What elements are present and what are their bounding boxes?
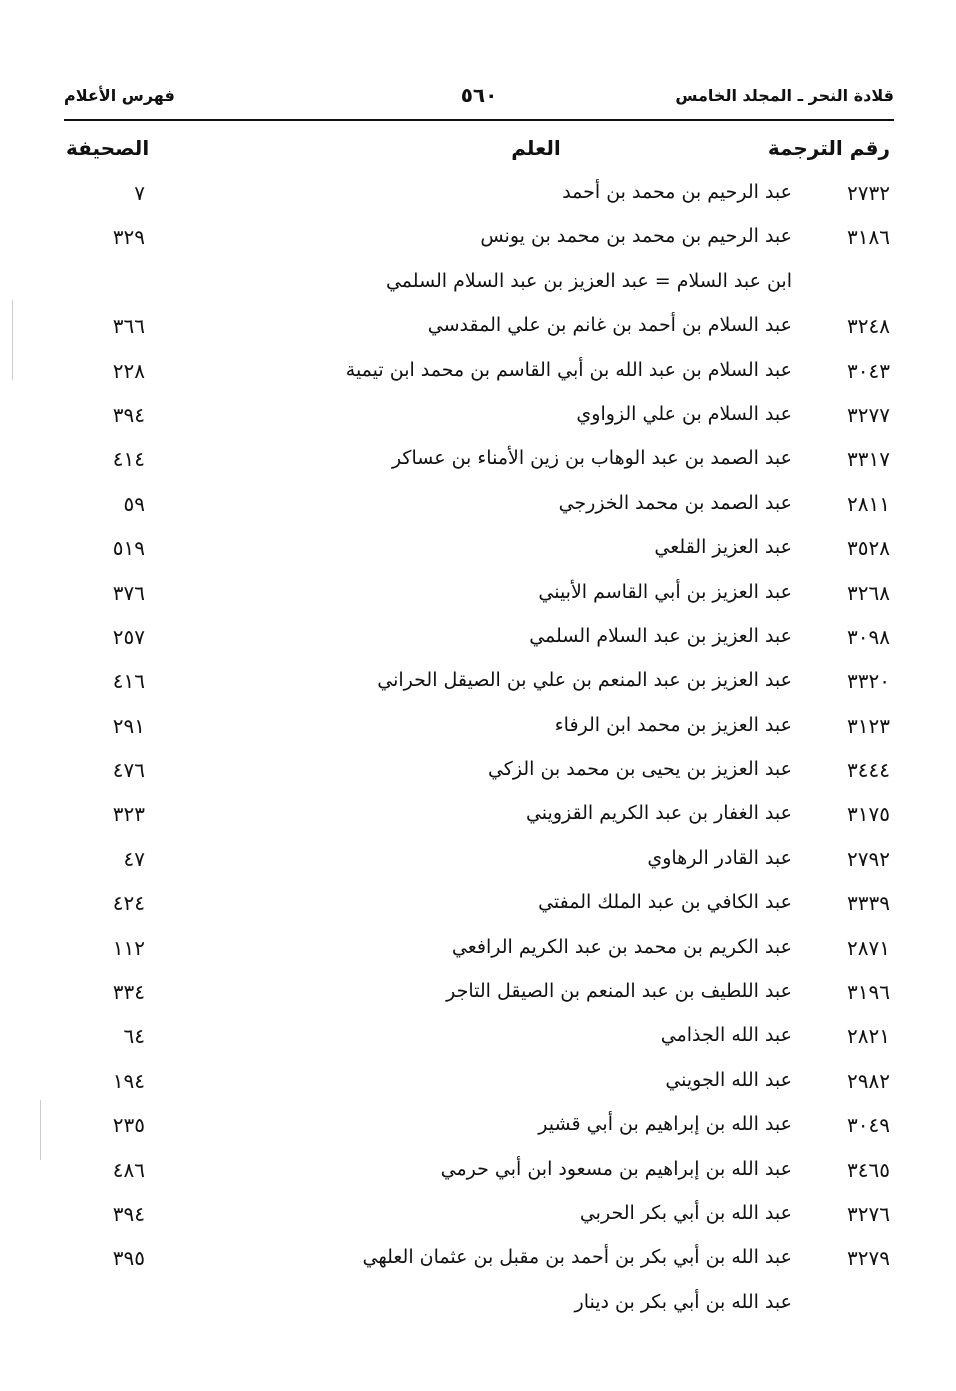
entry-page: ٧ — [134, 181, 145, 205]
entry-number: ٣٤٤٤ — [847, 758, 890, 783]
entry-page: ٢٥٧ — [112, 624, 145, 649]
column-headers — [0, 136, 956, 168]
index-entry — [0, 705, 956, 749]
entry-number: ٢٩٨٢ — [847, 1068, 890, 1093]
entry-name: عبد العزيز القلعي — [654, 536, 792, 559]
entry-number: ٣١٨٦ — [847, 225, 890, 250]
entry-page: ٤٧٦ — [112, 758, 145, 783]
index-entry — [0, 838, 956, 882]
entry-name: عبد العزيز بن عبد المنعم بن علي بن الصيقل الحراني — [377, 669, 792, 692]
entry-number: ٣٤٦٥ — [847, 1157, 890, 1182]
column-header-name: العلم — [511, 136, 561, 160]
entry-number: ٣٣٢٠ — [847, 669, 890, 694]
entry-number: ٣٢٧٧ — [847, 402, 890, 427]
index-entry — [0, 793, 956, 837]
index-entry — [0, 572, 956, 616]
entry-name: عبد الله الجويني — [665, 1068, 792, 1091]
entry-page: ٣٦٦ — [112, 314, 145, 339]
entry-name: عبد الله الجذامي — [660, 1024, 792, 1047]
entry-number: ٣١٢٣ — [847, 713, 890, 738]
entry-number: ٢٧٣٢ — [847, 181, 890, 205]
entry-page: ٣٢٣ — [112, 802, 145, 827]
entry-page: ١٩٤ — [112, 1068, 145, 1093]
entry-name: عبد العزيز بن يحيى بن محمد بن الزكي — [487, 758, 792, 781]
entry-name: عبد العزيز بن أبي القاسم الأبيني — [538, 580, 792, 603]
entry-name: عبد القادر الرهاوي — [647, 846, 792, 869]
entry-name: عبد الصمد بن محمد الخزرجي — [558, 491, 792, 514]
index-entry — [0, 1282, 956, 1326]
entry-number: ٢٨٧١ — [847, 935, 890, 960]
index-entry — [0, 172, 956, 216]
entry-number: ٣١٩٦ — [847, 980, 890, 1005]
index-entry — [0, 1149, 956, 1193]
entry-number: ٣٠٩٨ — [847, 624, 890, 649]
entry-page: ٤٧ — [123, 846, 145, 871]
index-entry — [0, 882, 956, 926]
entry-number: ٣٣٣٩ — [847, 891, 890, 916]
entry-name: عبد الرحيم بن محمد بن محمد بن يونس — [480, 225, 792, 248]
entry-page: ٥١٩ — [112, 536, 145, 561]
index-entry — [0, 1060, 956, 1104]
entry-name: ابن عبد السلام = عبد العزيز بن عبد السلام السلمي — [385, 269, 792, 292]
entry-name: عبد العزيز بن عبد السلام السلمي — [529, 624, 792, 647]
entry-page: ٢٣٥ — [112, 1113, 145, 1138]
index-entry — [0, 749, 956, 793]
entry-page: ٤٨٦ — [112, 1157, 145, 1182]
entry-page: ٣٩٤ — [112, 402, 145, 427]
index-entry — [0, 927, 956, 971]
index-entries — [0, 172, 956, 1326]
entry-name: عبد الله بن أبي بكر الحربي — [579, 1201, 792, 1224]
entry-page: ٤١٦ — [112, 669, 145, 694]
column-header-page: الصحيفة — [66, 136, 150, 160]
index-entry — [0, 216, 956, 260]
entry-number: ٢٨٢١ — [847, 1024, 890, 1049]
index-entry — [0, 483, 956, 527]
entry-number: ٣٢٧٦ — [847, 1201, 890, 1226]
entry-page: ٦٤ — [123, 1024, 145, 1049]
entry-name: عبد اللطيف بن عبد المنعم بن الصيقل التاجر — [446, 980, 792, 1003]
entry-name: عبد الغفار بن عبد الكريم القزويني — [525, 802, 792, 825]
index-entry — [0, 1237, 956, 1281]
entry-name: عبد الله بن إبراهيم بن مسعود ابن أبي حرمي — [440, 1157, 792, 1180]
entry-name: عبد الكافي بن عبد الملك المفتي — [538, 891, 792, 914]
index-entry — [0, 1015, 956, 1059]
index-entry — [0, 1193, 956, 1237]
entry-number: ٢٧٩٢ — [847, 846, 890, 871]
header-divider — [64, 119, 894, 121]
entry-page: ٢٢٨ — [112, 358, 145, 383]
index-entry — [0, 660, 956, 704]
entry-number: ٣٣١٧ — [847, 447, 890, 472]
entry-name: عبد الله بن أبي بكر بن أحمد بن مقبل بن عثمان العلهي — [362, 1246, 792, 1269]
entry-page: ٣٩٤ — [112, 1201, 145, 1226]
index-entry — [0, 350, 956, 394]
scan-edge-mark — [12, 300, 13, 380]
running-head — [64, 83, 894, 114]
entry-name: عبد السلام بن عبد الله بن أبي القاسم بن محمد ابن تيمية — [345, 358, 792, 381]
page-number: ٥٦٠ — [460, 83, 498, 107]
index-entry — [0, 971, 956, 1015]
entry-name: عبد السلام بن أحمد بن غانم بن علي المقدسي — [427, 314, 792, 337]
entry-page: ٣٩٥ — [112, 1246, 145, 1271]
entry-name: عبد العزيز بن محمد ابن الرفاء — [554, 713, 792, 736]
scan-edge-mark — [40, 1100, 41, 1160]
section-title: فهرس الأعلام — [64, 86, 175, 105]
entry-number: ٣٢٧٩ — [847, 1246, 890, 1271]
entry-page: ٣٣٤ — [112, 980, 145, 1005]
entry-name: عبد الكريم بن محمد بن عبد الكريم الرافعي — [451, 935, 792, 958]
index-entry — [0, 616, 956, 660]
index-entry — [0, 305, 956, 349]
index-entry — [0, 1104, 956, 1148]
entry-page: ١١٢ — [112, 935, 145, 960]
entry-page: ٤١٤ — [112, 447, 145, 472]
entry-number: ٣٠٤٣ — [847, 358, 890, 383]
column-header-number: رقم الترجمة — [767, 136, 890, 160]
entry-name: عبد الله بن إبراهيم بن أبي قشير — [538, 1113, 792, 1136]
index-entry — [0, 261, 956, 305]
entry-page: ٤٢٤ — [112, 891, 145, 916]
entry-number: ٣٢٤٨ — [847, 314, 890, 339]
entry-name: عبد السلام بن علي الزواوي — [576, 402, 792, 425]
entry-page: ٥٩ — [123, 491, 145, 516]
entry-page: ٣٧٦ — [112, 580, 145, 605]
entry-name: عبد الله بن أبي بكر بن دينار — [574, 1290, 792, 1313]
book-title: قلادة النحر ـ المجلد الخامس — [675, 86, 894, 105]
entry-name: عبد الصمد بن عبد الوهاب بن زين الأمناء بن عساكر — [391, 447, 792, 470]
entry-number: ٢٨١١ — [847, 491, 890, 516]
entry-number: ٣٠٤٩ — [847, 1113, 890, 1138]
entry-name: عبد الرحيم بن محمد بن أحمد — [562, 181, 792, 203]
index-entry — [0, 527, 956, 571]
index-entry — [0, 394, 956, 438]
index-entry — [0, 438, 956, 482]
entry-number: ٣٢٦٨ — [847, 580, 890, 605]
entry-page: ٣٢٩ — [112, 225, 145, 250]
entry-number: ٣٥٢٨ — [847, 536, 890, 561]
entry-number: ٣١٧٥ — [847, 802, 890, 827]
entry-page: ٢٩١ — [112, 713, 145, 738]
